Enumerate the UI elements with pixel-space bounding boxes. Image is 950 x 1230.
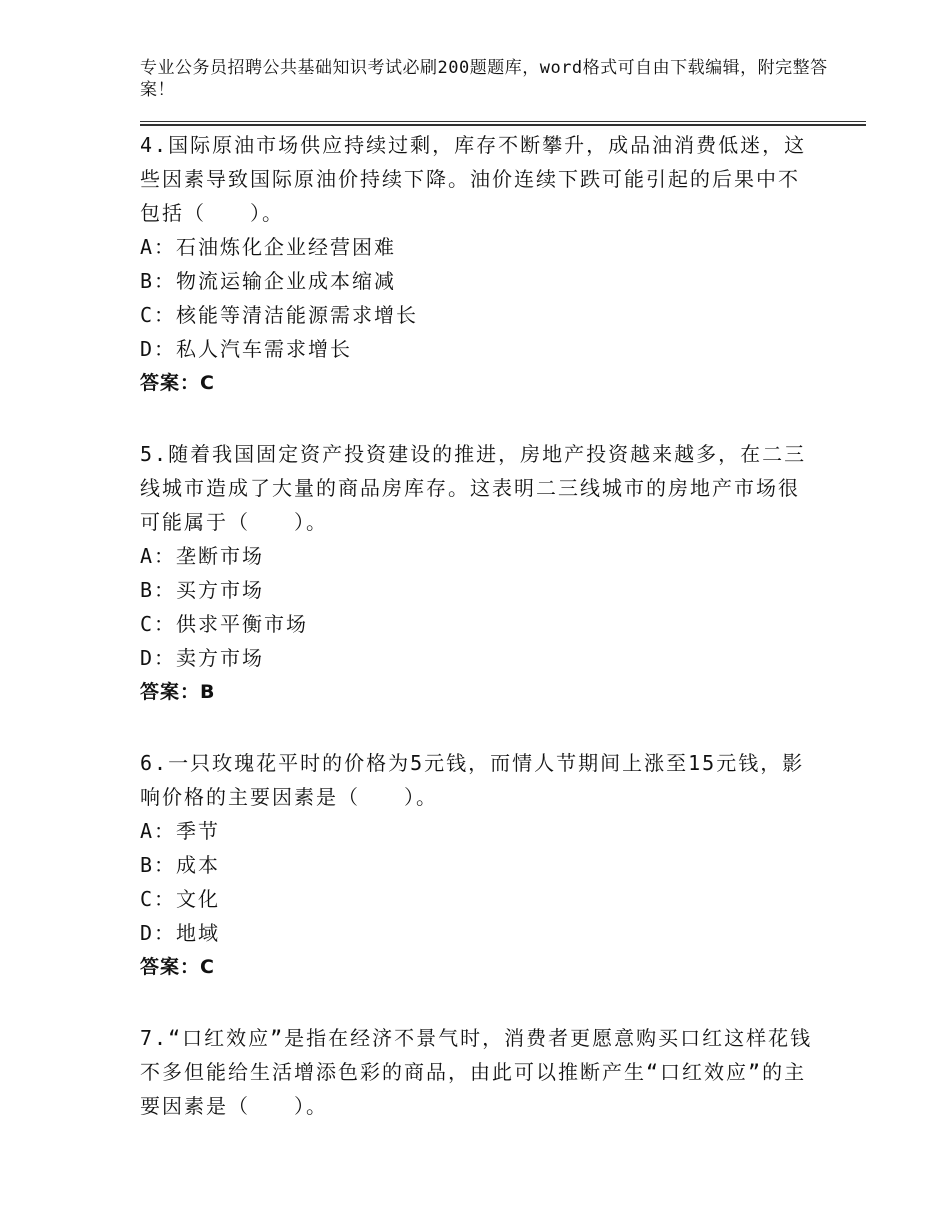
question-5	[140, 435, 820, 709]
option-d: D：私人汽车需求增长	[140, 337, 353, 361]
answer: 答案：C	[140, 372, 215, 394]
question-stem: 5.随着我国固定资产投资建设的推进，房地产投资越来越多，在二三线城市造成了大量的商品房库存。这表明二三线城市的房地产市场很可能属于（ ）。	[140, 442, 807, 534]
option-a: A：季节	[140, 819, 221, 843]
option-c: C：文化	[140, 887, 221, 911]
answer: 答案：B	[140, 681, 216, 703]
option-d: D：卖方市场	[140, 646, 265, 670]
spacer	[140, 984, 820, 1019]
option-c: C：核能等清洁能源需求增长	[140, 303, 419, 327]
question-4	[140, 126, 820, 400]
option-b: B：物流运输企业成本缩减	[140, 269, 397, 293]
question-6	[140, 744, 820, 984]
question-7	[140, 1019, 820, 1123]
option-d: D：地域	[140, 921, 221, 945]
spacer	[140, 709, 820, 744]
header-text: 专业公务员招聘公共基础知识考试必刷200题题库，word格式可自由下载编辑，附完整答案！	[140, 58, 828, 100]
option-a: A：垄断市场	[140, 544, 265, 568]
question-stem: 7.“口红效应”是指在经济不景气时，消费者更愿意购买口红这样花钱不多但能给生活增添色彩的商品，由此可以推断产生“口红效应”的主要因素是（ ）。	[140, 1026, 813, 1118]
question-stem: 4.国际原油市场供应持续过剩，库存不断攀升，成品油消费低迷，这些因素导致国际原油价持续下降。油价连续下跌可能引起的后果中不包括（ ）。	[140, 133, 807, 225]
question-stem: 6.一只玫瑰花平时的价格为5元钱，而情人节期间上涨至15元钱，影响价格的主要因素是（ ）。	[140, 751, 805, 809]
option-b: B：成本	[140, 853, 221, 877]
question-list	[140, 126, 820, 1123]
option-a: A：石油炼化企业经营困难	[140, 235, 397, 259]
document-header	[140, 57, 840, 101]
spacer	[140, 400, 820, 435]
option-c: C：供求平衡市场	[140, 612, 309, 636]
option-b: B：买方市场	[140, 578, 265, 602]
answer: 答案：C	[140, 956, 215, 978]
